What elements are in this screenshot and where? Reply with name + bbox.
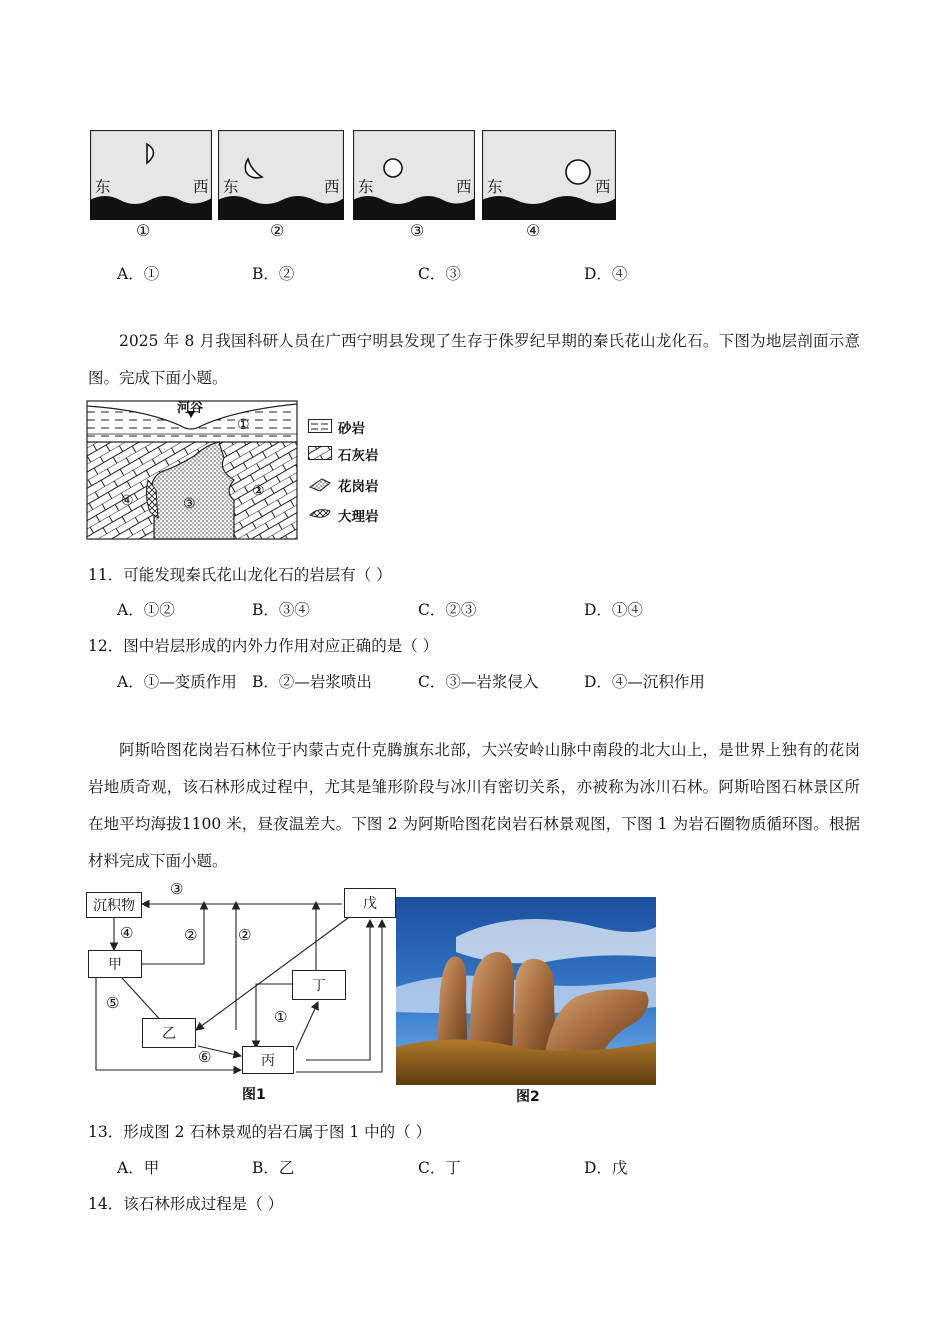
q13-stem: 13．形成图 2 石林景观的岩石属于图 1 中的（ ） xyxy=(88,1123,432,1141)
option-c[interactable]: C．②③ xyxy=(418,601,477,619)
box-ding: 丁 xyxy=(292,970,346,1000)
arrow-label-1: ① xyxy=(274,1008,288,1026)
arrow-label-2b: ② xyxy=(238,926,252,944)
figure-2-caption: 图2 xyxy=(516,1089,540,1105)
option-b[interactable]: B．乙 xyxy=(252,1159,295,1177)
moon-full-icon xyxy=(566,160,590,184)
passage-stone-forest: 阿斯哈图花岗岩石林位于内蒙古克什克腾旗东北部，大兴安岭山脉中南段的北大山上，是世界上独有的花岗岩地质奇观，该石林形成过程中，尤其是雏形阶段与冰川有密切关系，亦被称为冰川石林。阿斯哈图石林景区所在地平均海拔1100 米，昼夜温差大。下图 2 为阿斯哈图花岗岩石林景观图，下图 1 为岩石圈物质循环图。根据材料完成下面小题。 xyxy=(88,741,860,870)
panel-number-3: ③ xyxy=(410,221,425,240)
layer-4-label: ④ xyxy=(121,493,134,509)
west-label: 西 xyxy=(595,178,611,196)
q10-options xyxy=(0,262,950,284)
strata-cross-section xyxy=(86,400,298,540)
option-d[interactable]: D．④—沉积作用 xyxy=(584,673,705,691)
option-a[interactable]: A．①—变质作用 xyxy=(117,673,237,691)
q13-options xyxy=(0,1156,950,1178)
east-label: 东 xyxy=(487,178,503,196)
layer-1-label: ① xyxy=(237,417,250,433)
q12-stem: 12．图中岩层形成的内外力作用对应正确的是（ ） xyxy=(88,637,439,655)
option-a[interactable]: A．甲 xyxy=(117,1159,160,1177)
q14-stem: 14．该石林形成过程是（ ） xyxy=(88,1195,284,1213)
q11-options xyxy=(0,598,950,620)
option-d[interactable]: D．④ xyxy=(584,265,628,283)
box-bing: 丙 xyxy=(242,1046,294,1074)
arrow-label-2a: ② xyxy=(184,926,198,944)
layer-2-label: ② xyxy=(252,483,265,499)
east-label: 东 xyxy=(95,178,111,196)
panel-number-2: ② xyxy=(270,221,285,240)
option-a[interactable]: A．①② xyxy=(117,601,175,619)
option-c[interactable]: C．③—岩浆侵入 xyxy=(418,673,539,691)
marble-swatch-icon xyxy=(308,507,332,521)
box-sediment: 沉积物 xyxy=(86,892,142,918)
option-c[interactable]: C．③ xyxy=(418,265,461,283)
granite-swatch-icon xyxy=(308,477,332,493)
moon-panel-3 xyxy=(353,130,475,220)
arrow-label-4: ④ xyxy=(120,924,134,942)
strata-diagram xyxy=(86,400,298,540)
arrow-label-6: ⑥ xyxy=(198,1048,212,1066)
option-b[interactable]: B．② xyxy=(252,265,295,283)
moon-gibbous-icon xyxy=(384,159,402,177)
q12-options xyxy=(0,670,950,692)
legend-label: 花岗岩 xyxy=(338,479,379,495)
west-label: 西 xyxy=(324,178,340,196)
option-a[interactable]: A．① xyxy=(117,265,160,283)
valley-label: 河谷 xyxy=(177,401,204,416)
rock-cycle-diagram xyxy=(86,880,398,1104)
option-d[interactable]: D．①④ xyxy=(584,601,643,619)
limestone-swatch-icon xyxy=(308,446,332,460)
legend-label: 大理岩 xyxy=(338,509,379,525)
legend-label: 石灰岩 xyxy=(338,448,379,464)
panel-number-4: ④ xyxy=(526,221,541,240)
moon-panel-4 xyxy=(482,130,616,220)
option-b[interactable]: B．②—岩浆喷出 xyxy=(252,673,372,691)
passage-fossil: 2025 年 8 月我国科研人员在广西宁明县发现了生存于侏罗纪早期的秦氏花山龙化石。下图为地层剖面示意图。完成下面小题。 xyxy=(88,332,860,387)
option-c[interactable]: C．丁 xyxy=(418,1159,461,1177)
panel-number-1: ① xyxy=(136,221,151,240)
box-jia: 甲 xyxy=(88,950,142,978)
stone-forest-image xyxy=(396,897,656,1085)
moon-panel-2 xyxy=(218,130,344,220)
sandstone-swatch-icon xyxy=(308,419,332,433)
arrow-label-3: ③ xyxy=(170,880,184,898)
option-b[interactable]: B．③④ xyxy=(252,601,310,619)
arrow-label-5: ⑤ xyxy=(106,994,120,1012)
east-label: 东 xyxy=(223,178,239,196)
figure-1-caption: 图1 xyxy=(242,1087,266,1103)
stone-forest-photo xyxy=(396,897,656,1085)
legend-label: 砂岩 xyxy=(338,421,365,437)
option-d[interactable]: D．戊 xyxy=(584,1159,628,1177)
layer-3-label: ③ xyxy=(183,496,196,512)
west-label: 西 xyxy=(456,178,472,196)
box-wu: 戊 xyxy=(344,888,396,918)
moon-panel-1 xyxy=(90,130,212,220)
west-label: 西 xyxy=(193,178,209,196)
east-label: 东 xyxy=(358,178,374,196)
box-yi: 乙 xyxy=(142,1018,196,1048)
q11-stem: 11．可能发现秦氏花山龙化石的岩层有（ ） xyxy=(88,566,392,584)
